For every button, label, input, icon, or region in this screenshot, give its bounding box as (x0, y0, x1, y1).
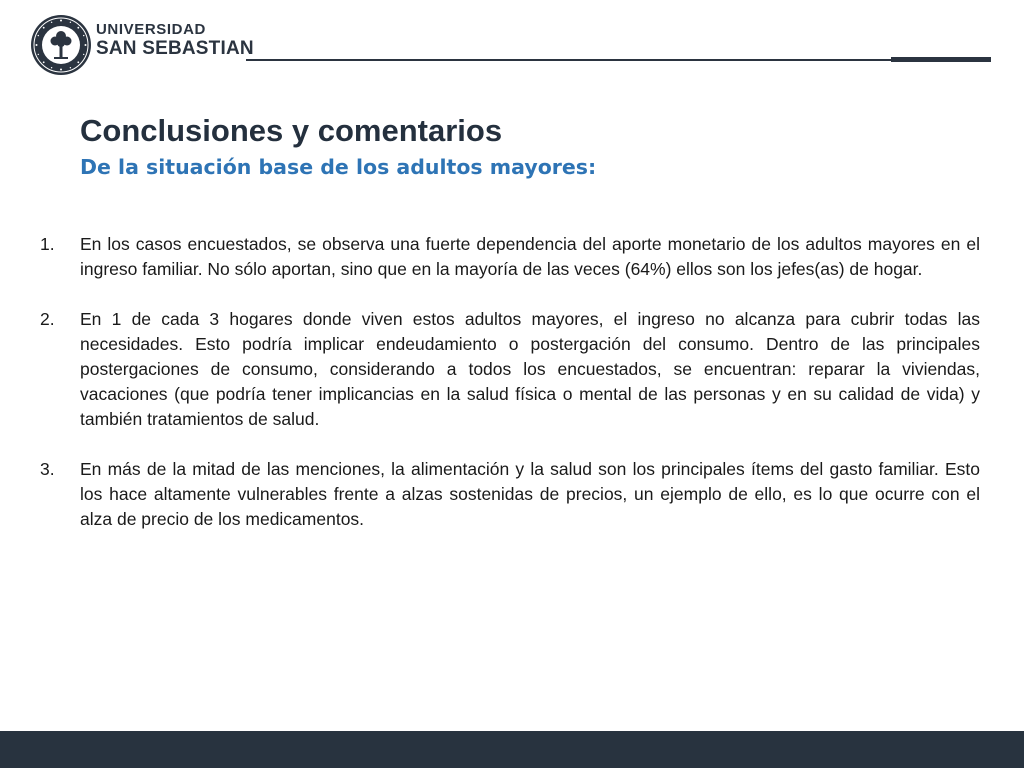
list-item-number: 1. (40, 234, 55, 254)
brand-line-universidad: UNIVERSIDAD (96, 21, 206, 38)
university-wordmark (96, 22, 254, 58)
list-item-number: 2. (40, 309, 55, 329)
header-divider-accent (891, 57, 991, 62)
header-divider-line (246, 59, 891, 61)
footer-bar (0, 731, 1024, 768)
brand-line-san-sebastian: SAN SEBASTIAN (96, 38, 254, 59)
list-item-text: En 1 de cada 3 hogares donde viven estos adultos mayores, el ingreso no alcanza para cubrir todas las necesidades. Esto podría implicar endeudamiento o postergación del consumo. Dentro de las principales postergaciones de consumo, considerando a todos los encuestados, se encuentran: reparar la viviendas, vacaciones (que podría tener implicancias en la salud física o mental de las personas y en su calidad de vida) y también tratamientos de salud. (80, 309, 980, 429)
list-item-number: 3. (40, 459, 55, 479)
slide-subtitle: De la situación base de los adultos mayores: (80, 155, 597, 179)
list-item (40, 307, 980, 432)
university-seal-icon (30, 14, 92, 76)
list-item (40, 457, 980, 532)
conclusions-list (40, 232, 980, 557)
list-item-text: En los casos encuestados, se observa una fuerte dependencia del aporte monetario de los adultos mayores en el ingreso familiar. No sólo aportan, sino que en la mayoría de las veces (64%) ellos son los jefes(as) de hogar. (80, 234, 980, 279)
slide-title: Conclusiones y comentarios (80, 113, 503, 148)
list-item (40, 232, 980, 282)
list-item-text: En más de la mitad de las menciones, la alimentación y la salud son los principales ítems del gasto familiar. Esto los hace altamente vulnerables frente a alzas sostenidas de precios, un ejemplo de ello, es lo que ocurre con el alza de precio de los medicamentos. (80, 459, 980, 529)
slide-header (0, 0, 1024, 90)
